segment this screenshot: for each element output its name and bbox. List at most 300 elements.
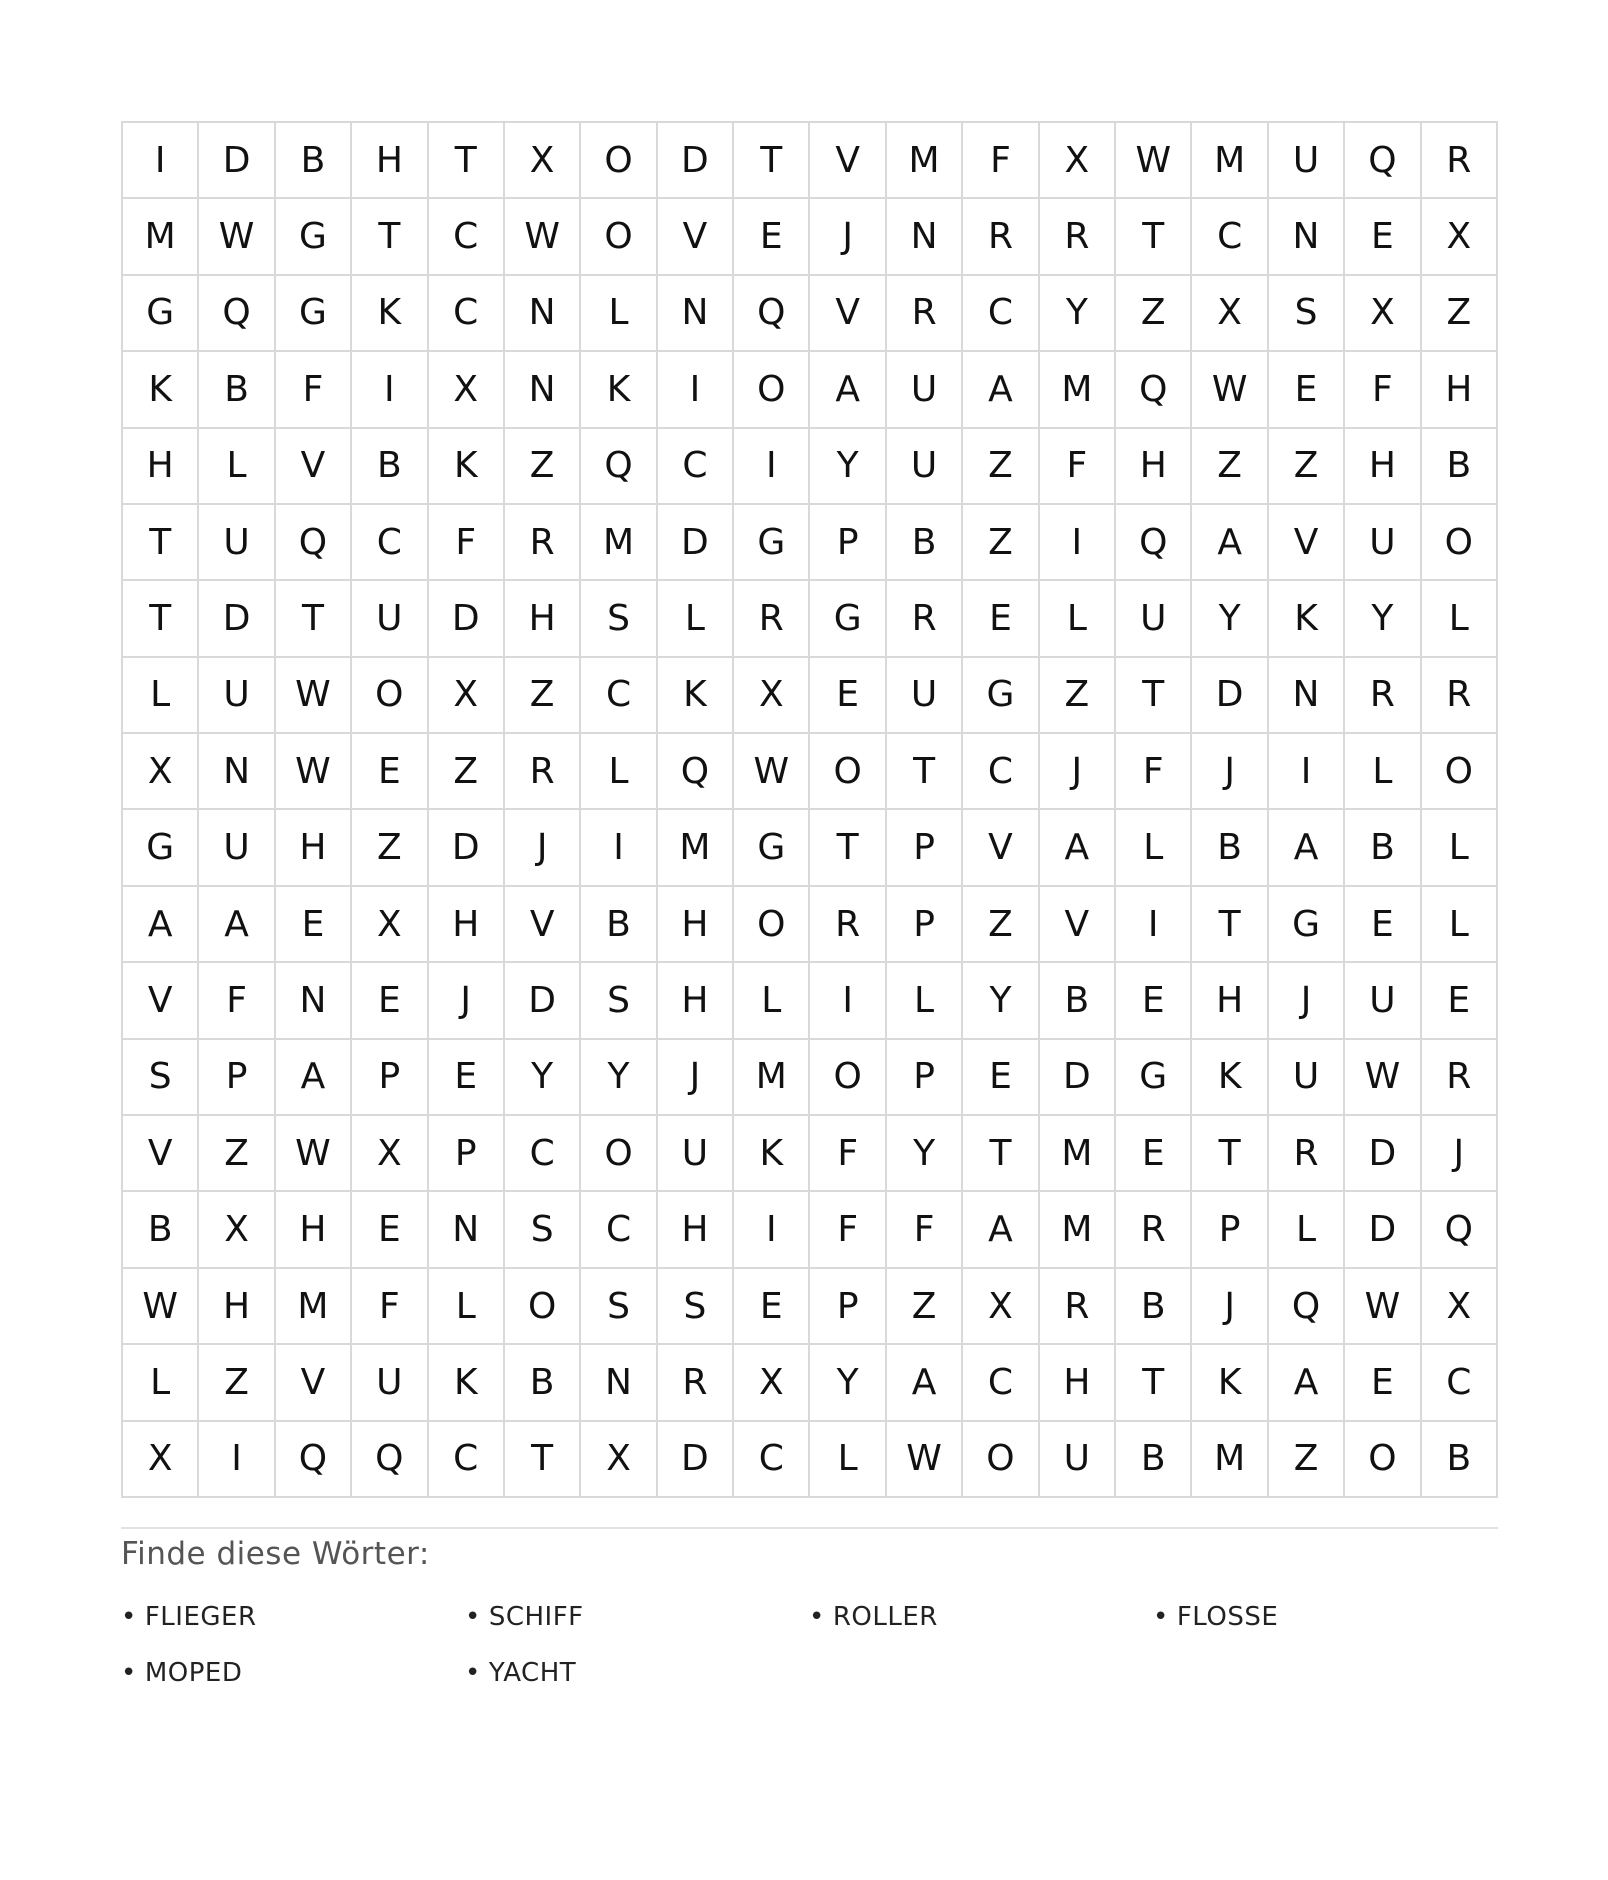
- grid-cell[interactable]: R: [1040, 199, 1116, 275]
- grid-cell[interactable]: U: [658, 1116, 734, 1192]
- grid-cell[interactable]: C: [734, 1422, 810, 1498]
- grid-cell[interactable]: T: [1116, 199, 1192, 275]
- grid-cell[interactable]: W: [887, 1422, 963, 1498]
- grid-cell[interactable]: Z: [1040, 658, 1116, 734]
- grid-cell[interactable]: X: [352, 1116, 428, 1192]
- grid-cell[interactable]: U: [1040, 1422, 1116, 1498]
- grid-cell[interactable]: R: [1422, 123, 1498, 199]
- grid-cell[interactable]: U: [1269, 1040, 1345, 1116]
- grid-cell[interactable]: K: [581, 352, 657, 428]
- grid-cell[interactable]: F: [1345, 352, 1421, 428]
- grid-cell[interactable]: Y: [963, 963, 1039, 1039]
- grid-cell[interactable]: O: [810, 1040, 886, 1116]
- grid-cell[interactable]: X: [1422, 1269, 1498, 1345]
- grid-cell[interactable]: X: [429, 352, 505, 428]
- grid-cell[interactable]: F: [199, 963, 275, 1039]
- grid-cell[interactable]: D: [429, 581, 505, 657]
- grid-cell[interactable]: R: [1422, 658, 1498, 734]
- grid-cell[interactable]: U: [887, 429, 963, 505]
- grid-cell[interactable]: D: [1345, 1192, 1421, 1268]
- grid-cell[interactable]: G: [1269, 887, 1345, 963]
- grid-cell[interactable]: U: [1345, 963, 1421, 1039]
- grid-cell[interactable]: A: [810, 352, 886, 428]
- grid-cell[interactable]: P: [887, 887, 963, 963]
- grid-cell[interactable]: D: [199, 123, 275, 199]
- grid-cell[interactable]: T: [963, 1116, 1039, 1192]
- grid-cell[interactable]: P: [352, 1040, 428, 1116]
- grid-cell[interactable]: T: [1192, 887, 1268, 963]
- grid-cell[interactable]: T: [887, 734, 963, 810]
- grid-cell[interactable]: L: [199, 429, 275, 505]
- grid-cell[interactable]: Z: [963, 429, 1039, 505]
- grid-cell[interactable]: W: [276, 658, 352, 734]
- grid-cell[interactable]: B: [276, 123, 352, 199]
- grid-cell[interactable]: A: [963, 1192, 1039, 1268]
- grid-cell[interactable]: A: [1269, 1345, 1345, 1421]
- grid-cell[interactable]: F: [1040, 429, 1116, 505]
- grid-cell[interactable]: Z: [199, 1345, 275, 1421]
- grid-cell[interactable]: E: [352, 1192, 428, 1268]
- grid-cell[interactable]: N: [505, 276, 581, 352]
- grid-cell[interactable]: O: [505, 1269, 581, 1345]
- grid-cell[interactable]: A: [963, 352, 1039, 428]
- grid-cell[interactable]: X: [505, 123, 581, 199]
- grid-cell[interactable]: N: [1269, 658, 1345, 734]
- grid-cell[interactable]: D: [658, 123, 734, 199]
- grid-cell[interactable]: H: [658, 963, 734, 1039]
- grid-cell[interactable]: O: [1422, 734, 1498, 810]
- grid-cell[interactable]: D: [199, 581, 275, 657]
- grid-cell[interactable]: A: [199, 887, 275, 963]
- grid-cell[interactable]: T: [1192, 1116, 1268, 1192]
- grid-cell[interactable]: R: [887, 581, 963, 657]
- grid-cell[interactable]: L: [581, 734, 657, 810]
- grid-cell[interactable]: M: [123, 199, 199, 275]
- grid-cell[interactable]: T: [123, 505, 199, 581]
- grid-cell[interactable]: T: [505, 1422, 581, 1498]
- grid-cell[interactable]: L: [123, 1345, 199, 1421]
- grid-cell[interactable]: H: [1422, 352, 1498, 428]
- grid-cell[interactable]: Y: [1040, 276, 1116, 352]
- grid-cell[interactable]: J: [1269, 963, 1345, 1039]
- grid-cell[interactable]: E: [1269, 352, 1345, 428]
- grid-cell[interactable]: F: [429, 505, 505, 581]
- grid-cell[interactable]: I: [199, 1422, 275, 1498]
- grid-cell[interactable]: R: [1040, 1269, 1116, 1345]
- grid-cell[interactable]: M: [1040, 1192, 1116, 1268]
- grid-cell[interactable]: G: [963, 658, 1039, 734]
- grid-cell[interactable]: D: [658, 1422, 734, 1498]
- grid-cell[interactable]: X: [581, 1422, 657, 1498]
- grid-cell[interactable]: C: [1192, 199, 1268, 275]
- grid-cell[interactable]: A: [1192, 505, 1268, 581]
- grid-cell[interactable]: X: [963, 1269, 1039, 1345]
- grid-cell[interactable]: H: [276, 1192, 352, 1268]
- grid-cell[interactable]: O: [810, 734, 886, 810]
- grid-cell[interactable]: R: [1116, 1192, 1192, 1268]
- grid-cell[interactable]: P: [887, 810, 963, 886]
- grid-cell[interactable]: G: [123, 810, 199, 886]
- grid-cell[interactable]: R: [505, 734, 581, 810]
- grid-cell[interactable]: W: [1345, 1040, 1421, 1116]
- grid-cell[interactable]: L: [429, 1269, 505, 1345]
- grid-cell[interactable]: H: [1345, 429, 1421, 505]
- grid-cell[interactable]: C: [505, 1116, 581, 1192]
- grid-cell[interactable]: Y: [810, 429, 886, 505]
- grid-cell[interactable]: Z: [352, 810, 428, 886]
- grid-cell[interactable]: A: [887, 1345, 963, 1421]
- grid-cell[interactable]: Z: [199, 1116, 275, 1192]
- grid-cell[interactable]: K: [1192, 1040, 1268, 1116]
- grid-cell[interactable]: W: [276, 734, 352, 810]
- grid-cell[interactable]: U: [1269, 123, 1345, 199]
- grid-cell[interactable]: I: [658, 352, 734, 428]
- grid-cell[interactable]: L: [1345, 734, 1421, 810]
- grid-cell[interactable]: U: [1116, 581, 1192, 657]
- grid-cell[interactable]: E: [734, 199, 810, 275]
- grid-cell[interactable]: W: [1192, 352, 1268, 428]
- grid-cell[interactable]: X: [123, 1422, 199, 1498]
- grid-cell[interactable]: Z: [429, 734, 505, 810]
- grid-cell[interactable]: F: [887, 1192, 963, 1268]
- grid-cell[interactable]: T: [123, 581, 199, 657]
- grid-cell[interactable]: L: [658, 581, 734, 657]
- grid-cell[interactable]: L: [1422, 810, 1498, 886]
- grid-cell[interactable]: Y: [505, 1040, 581, 1116]
- grid-cell[interactable]: Q: [276, 505, 352, 581]
- grid-cell[interactable]: B: [1422, 429, 1498, 505]
- grid-cell[interactable]: S: [1269, 276, 1345, 352]
- grid-cell[interactable]: P: [1192, 1192, 1268, 1268]
- grid-cell[interactable]: Z: [505, 429, 581, 505]
- grid-cell[interactable]: P: [810, 505, 886, 581]
- grid-cell[interactable]: Z: [1269, 429, 1345, 505]
- grid-cell[interactable]: J: [810, 199, 886, 275]
- grid-cell[interactable]: O: [581, 199, 657, 275]
- grid-cell[interactable]: D: [658, 505, 734, 581]
- grid-cell[interactable]: N: [505, 352, 581, 428]
- grid-cell[interactable]: R: [1345, 658, 1421, 734]
- grid-cell[interactable]: Z: [1192, 429, 1268, 505]
- grid-cell[interactable]: X: [734, 658, 810, 734]
- grid-cell[interactable]: J: [1040, 734, 1116, 810]
- grid-cell[interactable]: W: [1345, 1269, 1421, 1345]
- grid-cell[interactable]: M: [1040, 352, 1116, 428]
- grid-cell[interactable]: H: [352, 123, 428, 199]
- grid-cell[interactable]: K: [123, 352, 199, 428]
- grid-cell[interactable]: H: [658, 887, 734, 963]
- grid-cell[interactable]: F: [963, 123, 1039, 199]
- grid-cell[interactable]: P: [199, 1040, 275, 1116]
- grid-cell[interactable]: L: [581, 276, 657, 352]
- grid-cell[interactable]: B: [352, 429, 428, 505]
- grid-cell[interactable]: B: [581, 887, 657, 963]
- grid-cell[interactable]: I: [734, 1192, 810, 1268]
- grid-cell[interactable]: U: [199, 810, 275, 886]
- grid-cell[interactable]: V: [1269, 505, 1345, 581]
- grid-cell[interactable]: D: [505, 963, 581, 1039]
- grid-cell[interactable]: W: [505, 199, 581, 275]
- grid-cell[interactable]: E: [352, 963, 428, 1039]
- grid-cell[interactable]: I: [352, 352, 428, 428]
- grid-cell[interactable]: V: [810, 276, 886, 352]
- grid-cell[interactable]: X: [1040, 123, 1116, 199]
- grid-cell[interactable]: M: [1040, 1116, 1116, 1192]
- grid-cell[interactable]: Q: [1269, 1269, 1345, 1345]
- grid-cell[interactable]: E: [429, 1040, 505, 1116]
- grid-cell[interactable]: T: [352, 199, 428, 275]
- grid-cell[interactable]: E: [1345, 1345, 1421, 1421]
- grid-cell[interactable]: J: [1192, 734, 1268, 810]
- grid-cell[interactable]: M: [1192, 1422, 1268, 1498]
- grid-cell[interactable]: S: [581, 963, 657, 1039]
- grid-cell[interactable]: X: [429, 658, 505, 734]
- grid-cell[interactable]: I: [1040, 505, 1116, 581]
- grid-cell[interactable]: O: [352, 658, 428, 734]
- grid-cell[interactable]: L: [1040, 581, 1116, 657]
- grid-cell[interactable]: M: [1192, 123, 1268, 199]
- grid-cell[interactable]: M: [887, 123, 963, 199]
- grid-cell[interactable]: R: [1269, 1116, 1345, 1192]
- grid-cell[interactable]: J: [429, 963, 505, 1039]
- grid-cell[interactable]: R: [887, 276, 963, 352]
- grid-cell[interactable]: T: [1116, 658, 1192, 734]
- grid-cell[interactable]: Y: [1345, 581, 1421, 657]
- grid-cell[interactable]: Q: [1422, 1192, 1498, 1268]
- grid-cell[interactable]: J: [658, 1040, 734, 1116]
- grid-cell[interactable]: B: [1116, 1269, 1192, 1345]
- grid-cell[interactable]: L: [887, 963, 963, 1039]
- grid-cell[interactable]: M: [276, 1269, 352, 1345]
- grid-cell[interactable]: R: [1422, 1040, 1498, 1116]
- grid-cell[interactable]: Z: [963, 887, 1039, 963]
- grid-cell[interactable]: Z: [1422, 276, 1498, 352]
- grid-cell[interactable]: H: [199, 1269, 275, 1345]
- grid-cell[interactable]: T: [276, 581, 352, 657]
- grid-cell[interactable]: B: [505, 1345, 581, 1421]
- grid-cell[interactable]: K: [429, 1345, 505, 1421]
- grid-cell[interactable]: C: [963, 734, 1039, 810]
- grid-cell[interactable]: F: [810, 1192, 886, 1268]
- grid-cell[interactable]: C: [429, 276, 505, 352]
- grid-cell[interactable]: R: [963, 199, 1039, 275]
- grid-cell[interactable]: Z: [963, 505, 1039, 581]
- grid-cell[interactable]: V: [505, 887, 581, 963]
- grid-cell[interactable]: B: [1192, 810, 1268, 886]
- grid-cell[interactable]: H: [1040, 1345, 1116, 1421]
- grid-cell[interactable]: W: [123, 1269, 199, 1345]
- grid-cell[interactable]: D: [1192, 658, 1268, 734]
- grid-cell[interactable]: E: [352, 734, 428, 810]
- grid-cell[interactable]: D: [1345, 1116, 1421, 1192]
- grid-cell[interactable]: E: [1422, 963, 1498, 1039]
- grid-cell[interactable]: Y: [887, 1116, 963, 1192]
- grid-cell[interactable]: X: [1345, 276, 1421, 352]
- grid-cell[interactable]: A: [276, 1040, 352, 1116]
- grid-cell[interactable]: P: [810, 1269, 886, 1345]
- grid-cell[interactable]: N: [276, 963, 352, 1039]
- grid-cell[interactable]: H: [505, 581, 581, 657]
- grid-cell[interactable]: Y: [1192, 581, 1268, 657]
- grid-cell[interactable]: F: [1116, 734, 1192, 810]
- grid-cell[interactable]: X: [352, 887, 428, 963]
- grid-cell[interactable]: U: [1345, 505, 1421, 581]
- grid-cell[interactable]: I: [581, 810, 657, 886]
- grid-cell[interactable]: W: [734, 734, 810, 810]
- grid-cell[interactable]: F: [810, 1116, 886, 1192]
- grid-cell[interactable]: Q: [199, 276, 275, 352]
- grid-cell[interactable]: L: [1269, 1192, 1345, 1268]
- grid-cell[interactable]: N: [581, 1345, 657, 1421]
- grid-cell[interactable]: V: [658, 199, 734, 275]
- grid-cell[interactable]: J: [505, 810, 581, 886]
- grid-cell[interactable]: E: [734, 1269, 810, 1345]
- grid-cell[interactable]: E: [1345, 887, 1421, 963]
- grid-cell[interactable]: L: [1422, 887, 1498, 963]
- grid-cell[interactable]: M: [658, 810, 734, 886]
- grid-cell[interactable]: K: [429, 429, 505, 505]
- grid-cell[interactable]: K: [1269, 581, 1345, 657]
- grid-cell[interactable]: D: [429, 810, 505, 886]
- grid-cell[interactable]: Q: [1345, 123, 1421, 199]
- grid-cell[interactable]: X: [1192, 276, 1268, 352]
- grid-cell[interactable]: K: [352, 276, 428, 352]
- grid-cell[interactable]: M: [581, 505, 657, 581]
- grid-cell[interactable]: Q: [734, 276, 810, 352]
- grid-cell[interactable]: V: [276, 429, 352, 505]
- grid-cell[interactable]: K: [658, 658, 734, 734]
- grid-cell[interactable]: L: [123, 658, 199, 734]
- grid-cell[interactable]: V: [123, 963, 199, 1039]
- grid-cell[interactable]: G: [734, 505, 810, 581]
- grid-cell[interactable]: O: [1345, 1422, 1421, 1498]
- grid-cell[interactable]: B: [1116, 1422, 1192, 1498]
- grid-cell[interactable]: C: [352, 505, 428, 581]
- grid-cell[interactable]: U: [887, 352, 963, 428]
- grid-cell[interactable]: N: [429, 1192, 505, 1268]
- grid-cell[interactable]: O: [1422, 505, 1498, 581]
- grid-cell[interactable]: C: [963, 276, 1039, 352]
- grid-cell[interactable]: V: [276, 1345, 352, 1421]
- grid-cell[interactable]: H: [658, 1192, 734, 1268]
- grid-cell[interactable]: J: [1192, 1269, 1268, 1345]
- grid-cell[interactable]: S: [581, 581, 657, 657]
- grid-cell[interactable]: O: [581, 123, 657, 199]
- grid-cell[interactable]: B: [199, 352, 275, 428]
- grid-cell[interactable]: X: [199, 1192, 275, 1268]
- grid-cell[interactable]: B: [123, 1192, 199, 1268]
- grid-cell[interactable]: U: [887, 658, 963, 734]
- grid-cell[interactable]: H: [1116, 429, 1192, 505]
- grid-cell[interactable]: X: [1422, 199, 1498, 275]
- grid-cell[interactable]: O: [581, 1116, 657, 1192]
- grid-cell[interactable]: E: [1116, 963, 1192, 1039]
- grid-cell[interactable]: S: [581, 1269, 657, 1345]
- grid-cell[interactable]: K: [734, 1116, 810, 1192]
- grid-cell[interactable]: W: [1116, 123, 1192, 199]
- grid-cell[interactable]: E: [1345, 199, 1421, 275]
- grid-cell[interactable]: W: [276, 1116, 352, 1192]
- grid-cell[interactable]: W: [199, 199, 275, 275]
- grid-cell[interactable]: Y: [581, 1040, 657, 1116]
- grid-cell[interactable]: D: [1040, 1040, 1116, 1116]
- grid-cell[interactable]: T: [734, 123, 810, 199]
- grid-cell[interactable]: O: [963, 1422, 1039, 1498]
- grid-cell[interactable]: Z: [505, 658, 581, 734]
- grid-cell[interactable]: U: [352, 581, 428, 657]
- grid-cell[interactable]: G: [276, 276, 352, 352]
- grid-cell[interactable]: M: [734, 1040, 810, 1116]
- grid-cell[interactable]: B: [1345, 810, 1421, 886]
- grid-cell[interactable]: G: [734, 810, 810, 886]
- grid-cell[interactable]: Q: [658, 734, 734, 810]
- grid-cell[interactable]: E: [1116, 1116, 1192, 1192]
- grid-cell[interactable]: E: [963, 1040, 1039, 1116]
- grid-cell[interactable]: R: [658, 1345, 734, 1421]
- grid-cell[interactable]: Q: [1116, 505, 1192, 581]
- grid-cell[interactable]: I: [810, 963, 886, 1039]
- grid-cell[interactable]: V: [810, 123, 886, 199]
- grid-cell[interactable]: Y: [810, 1345, 886, 1421]
- grid-cell[interactable]: I: [734, 429, 810, 505]
- grid-cell[interactable]: S: [658, 1269, 734, 1345]
- grid-cell[interactable]: Q: [352, 1422, 428, 1498]
- grid-cell[interactable]: G: [1116, 1040, 1192, 1116]
- grid-cell[interactable]: U: [199, 658, 275, 734]
- grid-cell[interactable]: U: [352, 1345, 428, 1421]
- grid-cell[interactable]: N: [1269, 199, 1345, 275]
- grid-cell[interactable]: I: [1269, 734, 1345, 810]
- grid-cell[interactable]: T: [810, 810, 886, 886]
- grid-cell[interactable]: T: [429, 123, 505, 199]
- grid-cell[interactable]: E: [963, 581, 1039, 657]
- grid-cell[interactable]: O: [734, 352, 810, 428]
- grid-cell[interactable]: U: [199, 505, 275, 581]
- grid-cell[interactable]: A: [123, 887, 199, 963]
- grid-cell[interactable]: P: [429, 1116, 505, 1192]
- grid-cell[interactable]: N: [887, 199, 963, 275]
- grid-cell[interactable]: T: [1116, 1345, 1192, 1421]
- grid-cell[interactable]: N: [199, 734, 275, 810]
- grid-cell[interactable]: G: [276, 199, 352, 275]
- grid-cell[interactable]: I: [123, 123, 199, 199]
- grid-cell[interactable]: A: [1269, 810, 1345, 886]
- grid-cell[interactable]: R: [810, 887, 886, 963]
- grid-cell[interactable]: Z: [1116, 276, 1192, 352]
- grid-cell[interactable]: V: [123, 1116, 199, 1192]
- grid-cell[interactable]: P: [887, 1040, 963, 1116]
- grid-cell[interactable]: S: [505, 1192, 581, 1268]
- grid-cell[interactable]: J: [1422, 1116, 1498, 1192]
- grid-cell[interactable]: L: [810, 1422, 886, 1498]
- grid-cell[interactable]: Q: [276, 1422, 352, 1498]
- grid-cell[interactable]: E: [276, 887, 352, 963]
- grid-cell[interactable]: X: [123, 734, 199, 810]
- grid-cell[interactable]: C: [963, 1345, 1039, 1421]
- grid-cell[interactable]: S: [123, 1040, 199, 1116]
- grid-cell[interactable]: C: [1422, 1345, 1498, 1421]
- grid-cell[interactable]: H: [276, 810, 352, 886]
- grid-cell[interactable]: Q: [581, 429, 657, 505]
- grid-cell[interactable]: C: [429, 1422, 505, 1498]
- grid-cell[interactable]: V: [1040, 887, 1116, 963]
- grid-cell[interactable]: Q: [1116, 352, 1192, 428]
- grid-cell[interactable]: C: [581, 1192, 657, 1268]
- grid-cell[interactable]: H: [429, 887, 505, 963]
- grid-cell[interactable]: A: [1040, 810, 1116, 886]
- grid-cell[interactable]: K: [1192, 1345, 1268, 1421]
- grid-cell[interactable]: C: [429, 199, 505, 275]
